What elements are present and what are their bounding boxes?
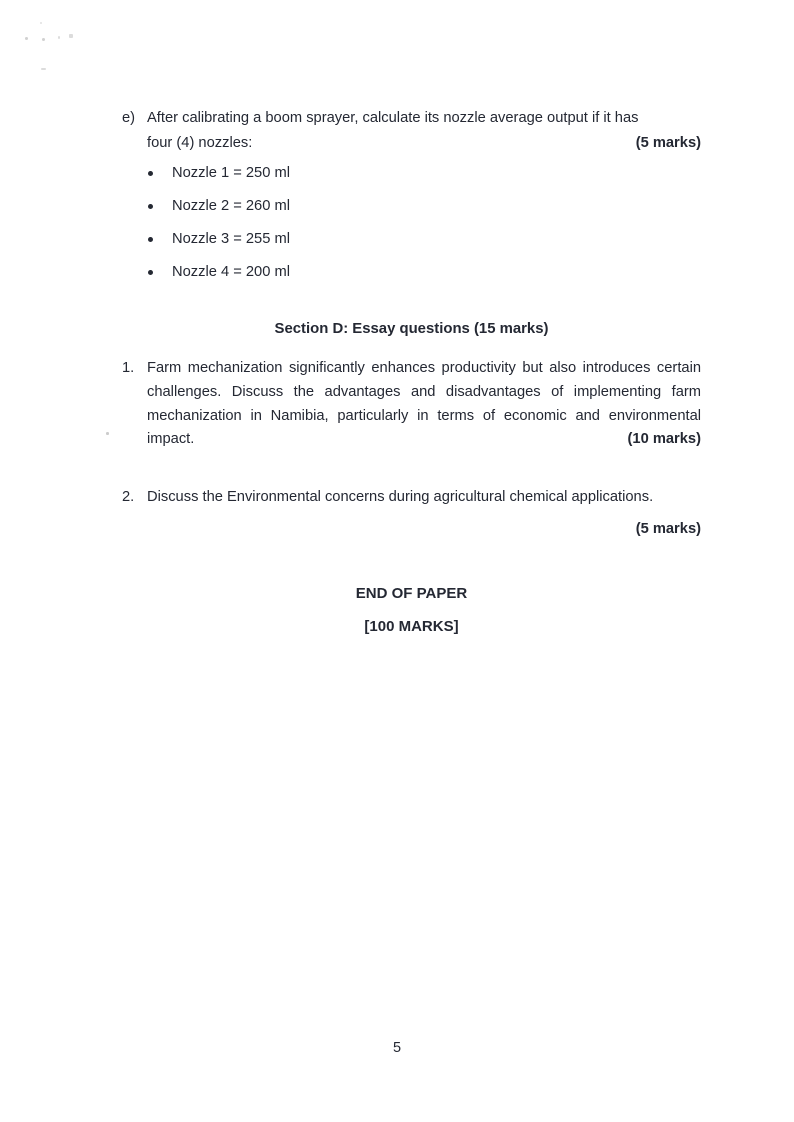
- question-2-text: Discuss the Environmental concerns during agricultural chemical applications.: [147, 489, 654, 506]
- question-1-number: 1.: [122, 360, 135, 376]
- nozzle-3-value: Nozzle 3 = 255 ml: [172, 231, 290, 247]
- scan-artifact: [69, 34, 73, 38]
- page-number: 5: [392, 1040, 402, 1056]
- essay-question-1: [122, 357, 701, 452]
- question-e-label: e): [122, 110, 136, 126]
- question-2-marks: (5 marks): [635, 520, 701, 537]
- list-item: [148, 229, 701, 250]
- question-e-body: [147, 106, 701, 156]
- nozzle-1-value: Nozzle 1 = 250 ml: [172, 165, 290, 181]
- scan-artifact: [42, 38, 45, 41]
- question-e-line2: [147, 131, 701, 156]
- question-e-marks: (5 marks): [635, 135, 701, 151]
- scan-artifact: [41, 68, 46, 70]
- nozzle-4-value: Nozzle 4 = 200 ml: [172, 264, 290, 280]
- nozzle-list: [122, 163, 701, 283]
- question-1-body: [147, 357, 701, 452]
- question-e-line2-text: four (4) nozzles:: [147, 135, 253, 151]
- list-item: [148, 262, 701, 283]
- question-2-number: 2.: [122, 489, 135, 506]
- section-d-heading: Section D: Essay questions (15 marks): [274, 321, 549, 337]
- total-marks-label: [100 MARKS]: [364, 617, 459, 635]
- list-item: [148, 163, 701, 184]
- end-of-paper-label: END OF PAPER: [355, 584, 468, 602]
- scan-artifact: [25, 37, 28, 40]
- question-2-body: [147, 486, 701, 541]
- bullet-icon: [148, 270, 153, 275]
- question-e-line1: After calibrating a boom sprayer, calculate its nozzle average output if it has: [147, 110, 639, 126]
- bullet-icon: [148, 171, 153, 176]
- question-1-text: Farm mechanization significantly enhances productivity but also introduces certain challenges. Discuss the advantages and disadvantages of implementing farm mechanization in Namibia, particularly in terms of economic and environmental impact.: [147, 360, 701, 448]
- scan-artifact: [40, 22, 42, 24]
- scan-artifact: [58, 36, 60, 39]
- scan-artifact: [106, 432, 109, 435]
- list-item: [148, 196, 701, 217]
- question-e: [122, 106, 701, 156]
- nozzle-2-value: Nozzle 2 = 260 ml: [172, 198, 290, 214]
- bullet-icon: [148, 204, 153, 209]
- question-1-marks: (10 marks): [627, 431, 701, 448]
- bullet-icon: [148, 237, 153, 242]
- essay-question-2: [122, 486, 701, 541]
